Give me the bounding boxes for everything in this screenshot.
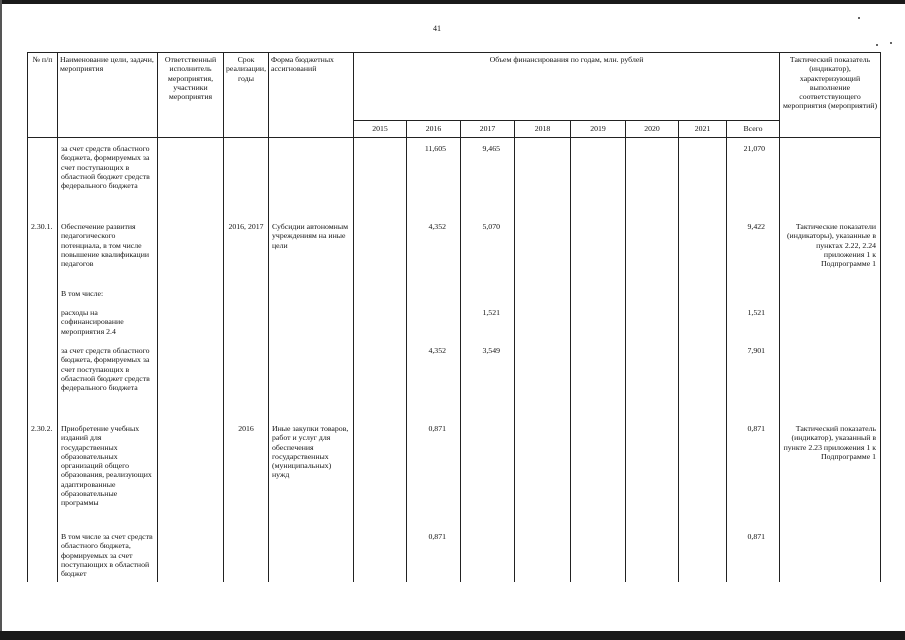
row-indicator — [780, 289, 881, 308]
row-indicator — [780, 308, 881, 346]
cell-2017: 3,549 — [461, 346, 515, 424]
row-indicator — [780, 346, 881, 424]
row-budget-form: Субсидии автономным учреждениям на иные цели — [269, 222, 354, 289]
row-term — [224, 289, 269, 308]
row-name: расходы на софинансирование мероприятия 2.4 — [58, 308, 158, 346]
scan-speck — [876, 44, 878, 46]
cell-2018 — [515, 346, 571, 424]
year-2015: 2015 — [354, 121, 407, 138]
row-budget-form — [269, 308, 354, 346]
cell-2015 — [354, 144, 407, 222]
cell-2015 — [354, 532, 407, 582]
header-responsible: Ответственный исполнитель мероприятия, участники мероприятия — [158, 53, 224, 138]
row-number — [28, 346, 58, 424]
header-row — [28, 53, 881, 121]
cell-2018 — [515, 532, 571, 582]
table-row — [28, 289, 881, 308]
table-row — [28, 308, 881, 346]
cell-2017 — [461, 424, 515, 532]
cell-total: 1,521 — [727, 308, 780, 346]
row-name: Обеспечение развития педагогического потенциала, в том числе повышение квалификации педагогов — [58, 222, 158, 289]
row-indicator — [780, 532, 881, 582]
table-row — [28, 424, 881, 532]
cell-2020 — [626, 144, 679, 222]
year-2016: 2016 — [407, 121, 461, 138]
row-name: В том числе: — [58, 289, 158, 308]
cell-2021 — [679, 144, 727, 222]
row-indicator — [780, 144, 881, 222]
cell-total: 9,422 — [727, 222, 780, 289]
cell-2016: 11,605 — [407, 144, 461, 222]
cell-2017: 1,521 — [461, 308, 515, 346]
row-name: Приобретение учебных изданий для государственных образовательных организаций общего образования, реализующих адаптированные образовательные программы — [58, 424, 158, 532]
row-responsible — [158, 289, 224, 308]
row-number — [28, 308, 58, 346]
cell-2018 — [515, 289, 571, 308]
table-row — [28, 144, 881, 222]
row-responsible — [158, 308, 224, 346]
cell-2020 — [626, 289, 679, 308]
cell-2018 — [515, 424, 571, 532]
cell-2019 — [571, 289, 626, 308]
cell-2019 — [571, 144, 626, 222]
row-name: В том числе за счет средств областного бюджета, формируемых за счет поступающих в областной бюджет — [58, 532, 158, 582]
cell-2015 — [354, 308, 407, 346]
cell-2018 — [515, 222, 571, 289]
cell-2021 — [679, 308, 727, 346]
row-number: 2.30.2. — [28, 424, 58, 532]
cell-2017 — [461, 289, 515, 308]
row-name: за счет средств областного бюджета, формируемых за счет поступающих в областной бюджет средств федерального бюджета — [58, 346, 158, 424]
header-indicator: Тактический показатель (индикатор), характеризующий выполнение соответствующего мероприятия (мероприятий) — [780, 53, 881, 138]
cell-2020 — [626, 532, 679, 582]
cell-2021 — [679, 532, 727, 582]
funding-table — [27, 52, 881, 582]
row-responsible — [158, 532, 224, 582]
scan-speck — [858, 17, 860, 19]
cell-2019 — [571, 346, 626, 424]
year-total: Всего — [727, 121, 780, 138]
table-row — [28, 222, 881, 289]
cell-2016: 0,871 — [407, 532, 461, 582]
header-budget-form: Форма бюджетных ассигнований — [269, 53, 354, 138]
cell-2018 — [515, 308, 571, 346]
year-2020: 2020 — [626, 121, 679, 138]
row-term — [224, 532, 269, 582]
cell-2016: 4,352 — [407, 222, 461, 289]
cell-total: 0,871 — [727, 424, 780, 532]
cell-2020 — [626, 346, 679, 424]
cell-2019 — [571, 532, 626, 582]
cell-2021 — [679, 424, 727, 532]
cell-2019 — [571, 424, 626, 532]
cell-2015 — [354, 424, 407, 532]
year-2018: 2018 — [515, 121, 571, 138]
cell-2016 — [407, 289, 461, 308]
cell-2021 — [679, 346, 727, 424]
cell-2019 — [571, 308, 626, 346]
cell-2016: 0,871 — [407, 424, 461, 532]
row-responsible — [158, 222, 224, 289]
scan-edge-bottom — [0, 631, 905, 640]
row-term — [224, 144, 269, 222]
year-2017: 2017 — [461, 121, 515, 138]
scan-edge-top — [0, 0, 905, 4]
cell-2020 — [626, 424, 679, 532]
header-name: Наименование цели, задачи, мероприятия — [58, 53, 158, 138]
cell-2015 — [354, 346, 407, 424]
header-no: № п/п — [28, 53, 58, 138]
row-responsible — [158, 424, 224, 532]
row-budget-form — [269, 144, 354, 222]
cell-2021 — [679, 289, 727, 308]
cell-2017 — [461, 532, 515, 582]
row-number — [28, 144, 58, 222]
cell-2020 — [626, 308, 679, 346]
row-budget-form — [269, 532, 354, 582]
scan-edge-left — [0, 0, 2, 640]
row-number — [28, 289, 58, 308]
row-indicator: Тактические показатели (индикаторы), указанные в пунктах 2.22, 2.24 приложения 1 к Подпрограмме 1 — [780, 222, 881, 289]
cell-2020 — [626, 222, 679, 289]
year-2021: 2021 — [679, 121, 727, 138]
cell-2017: 9,465 — [461, 144, 515, 222]
cell-2016: 4,352 — [407, 346, 461, 424]
cell-2021 — [679, 222, 727, 289]
cell-2018 — [515, 144, 571, 222]
header-funding: Объем финансирования по годам, млн. рублей — [354, 53, 780, 121]
header-term: Срок реализации, годы — [224, 53, 269, 138]
row-responsible — [158, 144, 224, 222]
row-term — [224, 308, 269, 346]
year-2019: 2019 — [571, 121, 626, 138]
cell-2017: 5,070 — [461, 222, 515, 289]
row-term: 2016 — [224, 424, 269, 532]
cell-total: 21,070 — [727, 144, 780, 222]
cell-2015 — [354, 289, 407, 308]
table-row — [28, 532, 881, 582]
row-number: 2.30.1. — [28, 222, 58, 289]
row-term: 2016, 2017 — [224, 222, 269, 289]
scan-speck — [890, 42, 892, 44]
page-number: 41 — [433, 24, 441, 33]
cell-2016 — [407, 308, 461, 346]
row-budget-form — [269, 289, 354, 308]
cell-2019 — [571, 222, 626, 289]
row-number — [28, 532, 58, 582]
cell-total: 0,871 — [727, 532, 780, 582]
row-budget-form — [269, 346, 354, 424]
cell-total: 7,901 — [727, 346, 780, 424]
cell-2015 — [354, 222, 407, 289]
cell-total — [727, 289, 780, 308]
row-responsible — [158, 346, 224, 424]
table-row — [28, 346, 881, 424]
row-budget-form: Иные закупки товаров, работ и услуг для обеспечения государственных (муниципальных) нужд — [269, 424, 354, 532]
row-name: за счет средств областного бюджета, формируемых за счет поступающих в областной бюджет средств федерального бюджета — [58, 144, 158, 222]
row-term — [224, 346, 269, 424]
row-indicator: Тактический показатель (индикатор), указанный в пункте 2.23 приложения 1 к Подпрограмме 1 — [780, 424, 881, 532]
